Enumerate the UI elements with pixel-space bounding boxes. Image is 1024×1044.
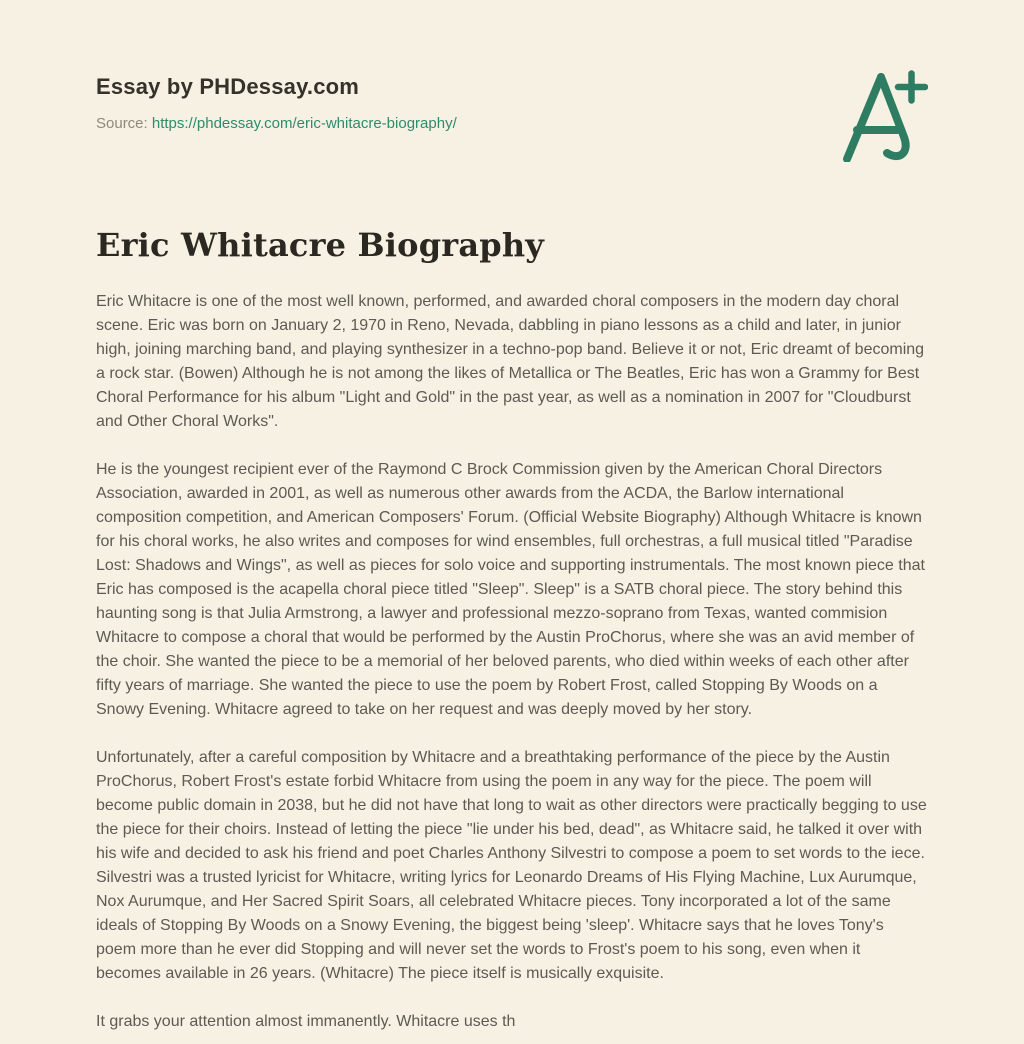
essay-title: Eric Whitacre Biography (96, 226, 545, 264)
page-header (96, 74, 928, 162)
phdessay-logo (840, 70, 928, 162)
byline: Essay by PHDessay.com (96, 74, 360, 99)
source-line (96, 115, 457, 132)
source-url-link[interactable]: https://phdessay.com/eric-whitacre-biography/ (151, 115, 457, 132)
a-plus-logo-icon (840, 70, 928, 162)
essay-paragraph: Eric Whitacre is one of the most well known, performed, and awarded choral composers in the modern day choral scene. Eric was born on January 2, 1970 in Reno, Nevada, dabbling in piano lessons as a child and later, in junior high, joining marching band, and playing synthesizer in a techno-pop band. Believe it or not, Eric dreamt of becoming a rock star. (Bowen) Although he is not among the likes of Metallica or The Beatles, Eric has won a Grammy for Best Choral Performance for his album "Light and Gold" in the past year, as well as a nomination in 2007 for "Cloudburst and Other Choral Works". (96, 293, 925, 430)
header-text-block (96, 74, 457, 132)
essay-paragraph: It grabs your attention almost immanently. Whitacre uses th (96, 1013, 516, 1030)
essay-paragraph: He is the youngest recipient ever of the Raymond C Brock Commission given by the American Choral Directors Association, awarded in 2001, as well as numerous other awards from the ACDA, the Barlow international composition competition, and American Composers' Forum. (Official Website Biography) Although Whitacre is known for his choral works, he also writes and composes for wind ensembles, full orchestras, a full musical titled "Paradise Lost: Shadows and Wings", as well as pieces for solo voice and supporting instrumentals. The most known piece that Eric has composed is the acapella choral piece titled "Sleep". Sleep" is a SATB choral piece. The story behind this haunting song is that Julia Armstrong, a lawyer and professional mezzo-soprano from Texas, wanted commision Whitacre to compose a choral that would be performed by the Austin ProChorus, where she was an avid member of the choir. She wanted the piece to be a memorial of her beloved parents, who died within weeks of each other after fifty years of marriage. She wanted the piece to use the poem by Robert Frost, called Stopping By Woods on a Snowy Evening. Whitacre agreed to take on her request and was deeply moved by her story. (96, 461, 925, 718)
essay-paragraph: Unfortunately, after a careful composition by Whitacre and a breathtaking performance of the piece by the Austin ProChorus, Robert Frost's estate forbid Whitacre from using the poem in any way for the piece. The poem will become public domain in 2038, but he did not have that long to wait as other directors were practically begging to use the piece for their choirs. Instead of letting the piece "lie under his bed, dead", as Whitacre said, he talked it over with his wife and decided to ask his friend and poet Charles Anthony Silvestri to compose a poem to set words to the iece. Silvestri was a trusted lyricist for Whitacre, writing lyrics for Leonardo Dreams of His Flying Machine, Lux Aurumque, Nox Aurumque, and Her Sacred Spirit Soars, all celebrated Whitacre pieces. Tony incorporated a lot of the same ideals of Stopping By Woods on a Snowy Evening, the biggest being 'sleep'. Whitacre says that he loves Tony's poem more than he ever did Stopping and will never set the words to Frost's poem to his song, even when it becomes available in 26 years. (Whitacre) The piece itself is musically exquisite. (96, 749, 927, 982)
essay-body (96, 290, 928, 1034)
source-label: Source: (96, 115, 148, 132)
